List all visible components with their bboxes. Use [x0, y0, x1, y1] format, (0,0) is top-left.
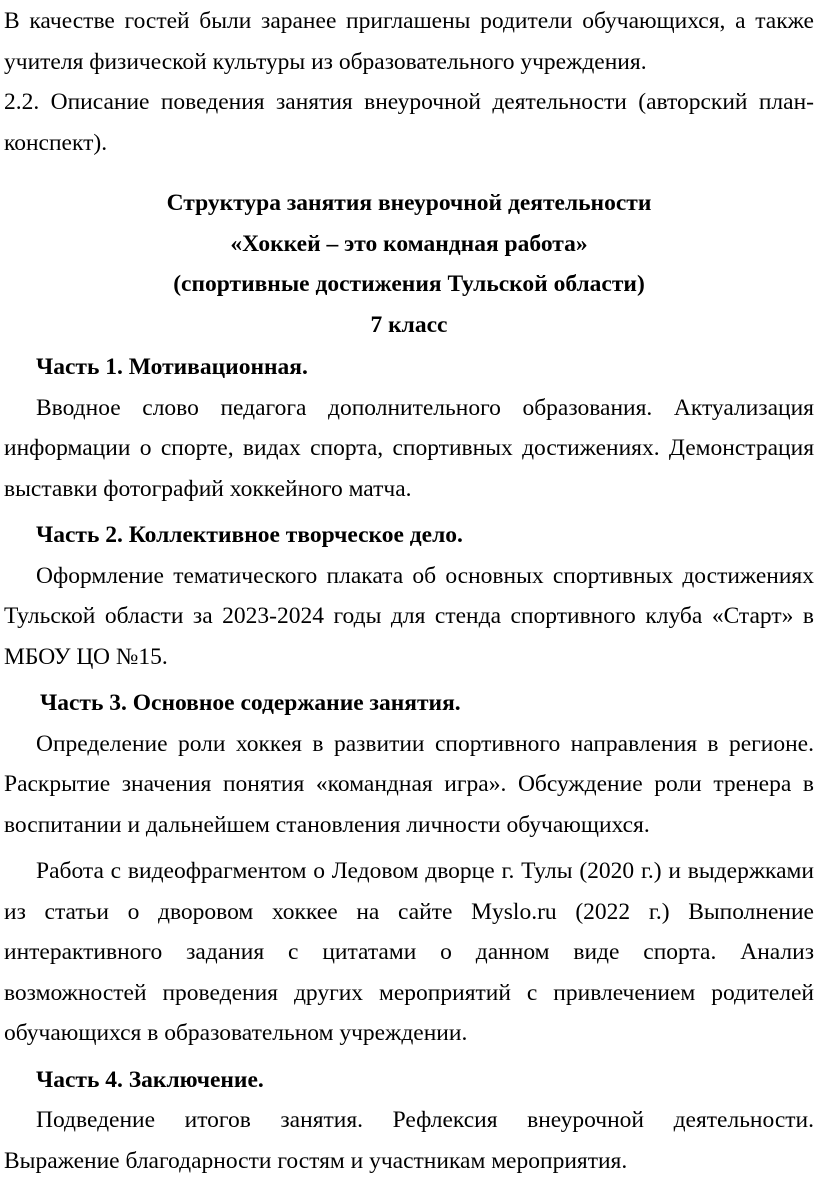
structure-title-line-4: 7 класс [370, 311, 448, 338]
structure-title-line-1: Структура занятия внеурочной деятельности [166, 190, 652, 216]
document-page [4, 0, 814, 1181]
part-2-title: Часть 2. Коллективное творческое дело. [36, 522, 463, 548]
part-3-title: Часть 3. Основное содержание занятия. [40, 690, 461, 716]
structure-title-line-2: «Хоккей – это командная работа» [230, 230, 588, 257]
part-3-paragraph-1: Определение роли хоккея в развитии спортивного направления в регионе. Раскрытие значения понятия «командная игра». Обсуждение роли тренера в воспитании и дальнейшем становления личности обучающихся. [4, 730, 814, 838]
part-4-title: Часть 4. Заключение. [36, 1066, 264, 1093]
structure-heading [4, 183, 814, 345]
part-2-paragraph: Оформление тематического плаката об основных спортивных достижениях Тульской области за 2023-2024 годы для стенда спортивного клуба «Старт» в МБОУ ЦО №15. [4, 562, 814, 670]
intro-description-paragraph: 2.2. Описание поведения занятия внеурочной деятельности (авторский план-конспект). [4, 89, 814, 156]
part-4-paragraph: Подведение итогов занятия. Рефлексия внеурочной деятельности. Выражение благодарности гостям и участникам мероприятия. [4, 1107, 814, 1174]
part-3-paragraph-2: Работа с видеофрагментом о Ледовом дворце г. Тулы (2020 г.) и выдержками из статьи о дворовом хоккее на сайте Myslo.ru (2022 г.) Выполнение интерактивного задания с цитатами о данном виде спорта. Анализ возможностей проведения других мероприятий с привлечением родителей обучающихся в образовательном учреждении. [4, 858, 814, 1046]
part-1-title: Часть 1. Мотивационная. [36, 354, 308, 380]
structure-title-line-3: (спортивные достижения Тульской области) [173, 271, 645, 297]
intro-guests-paragraph: В качестве гостей были заранее приглашены родители обучающихся, а также учителя физической культуры из образовательного учреждения. [4, 8, 814, 75]
part-1-paragraph: Вводное слово педагога дополнительного образования. Актуализация информации о спорте, видах спорта, спортивных достижениях. Демонстрация выставки фотографий хоккейного матча. [4, 394, 814, 502]
